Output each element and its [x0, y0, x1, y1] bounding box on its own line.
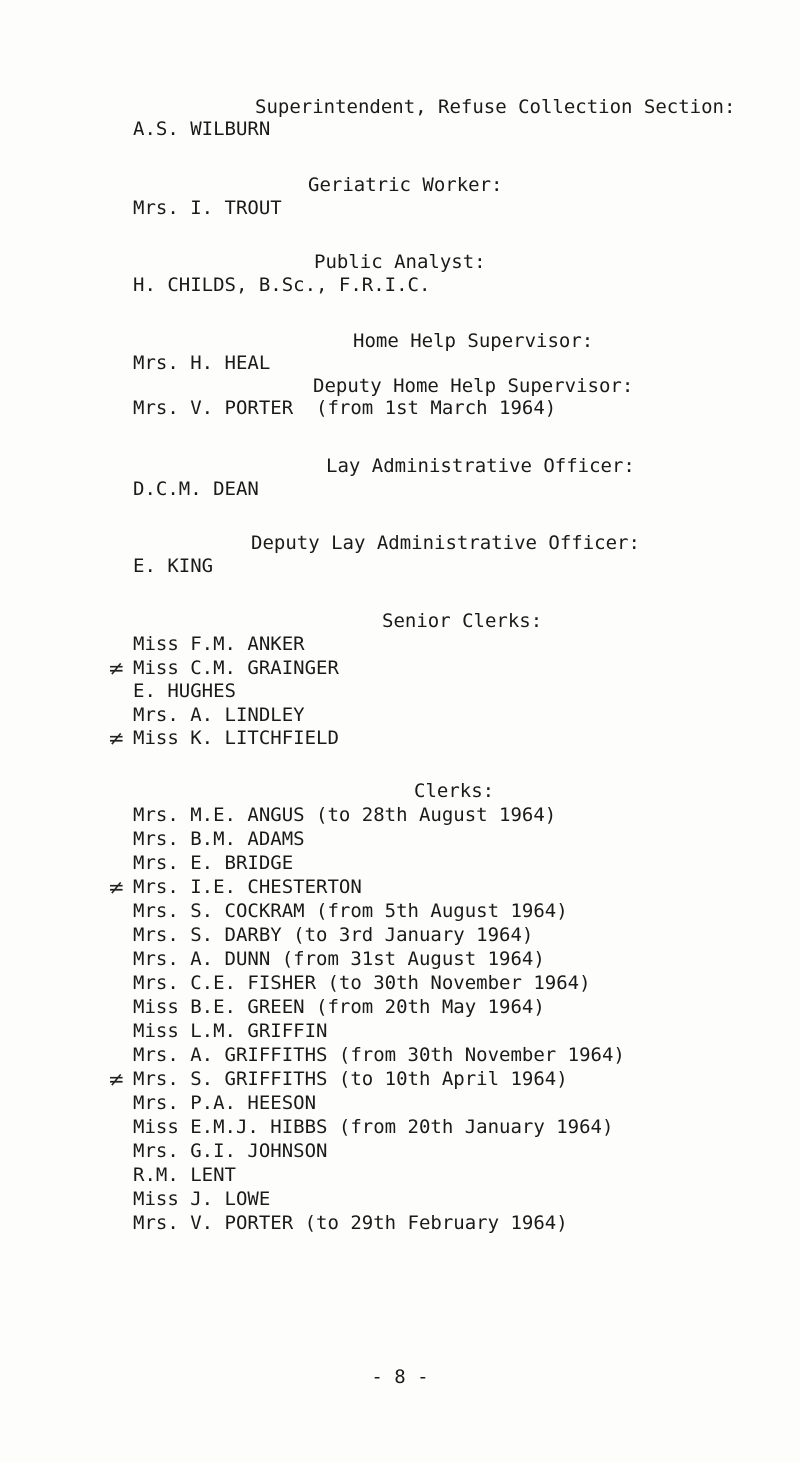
staff-name: Miss K. LITCHFIELD: [133, 727, 339, 749]
staff-name: Miss C.M. GRAINGER: [133, 657, 339, 679]
section-heading-lay-administrative-officer: Lay Administrative Officer:: [326, 455, 635, 477]
margin-mark: ≠: [108, 875, 125, 899]
page-number: - 8 -: [371, 1366, 429, 1388]
staff-name: Mrs. V. PORTER: [133, 397, 294, 419]
section-heading-superintendent: Superintendent, Refuse Collection Section:: [255, 96, 736, 118]
staff-name: Mrs. A. GRIFFITHS (from 30th November 1964): [133, 1044, 625, 1066]
margin-mark: ≠: [108, 726, 125, 750]
staff-name: Mrs. H. HEAL: [133, 352, 271, 374]
staff-name: Mrs. M.E. ANGUS (to 28th August 1964): [133, 804, 557, 826]
staff-name: Mrs. S. COCKRAM (from 5th August 1964): [133, 900, 568, 922]
margin-mark: ≠: [108, 656, 125, 680]
staff-name: Mrs. V. PORTER (to 29th February 1964): [133, 1212, 568, 1234]
staff-name: A.S. WILBURN: [133, 118, 271, 140]
staff-name: Mrs. E. BRIDGE: [133, 852, 294, 874]
staff-name: Mrs. I.E. CHESTERTON: [133, 876, 362, 898]
staff-name: Miss B.E. GREEN (from 20th May 1964): [133, 996, 545, 1018]
staff-name: E. KING: [133, 555, 214, 577]
staff-name: E. HUGHES: [133, 680, 236, 702]
staff-name: H. CHILDS, B.Sc., F.R.I.C.: [133, 274, 431, 296]
staff-name: Miss E.M.J. HIBBS (from 20th January 1964): [133, 1116, 614, 1138]
section-heading-public-analyst: Public Analyst:: [314, 251, 486, 273]
staff-name: Miss L.M. GRIFFIN: [133, 1020, 328, 1042]
staff-name: Mrs. I. TROUT: [133, 197, 282, 219]
staff-name: Mrs. P.A. HEESON: [133, 1092, 317, 1114]
staff-name: Mrs. A. LINDLEY: [133, 704, 305, 726]
staff-name: Mrs. S. GRIFFITHS (to 10th April 1964): [133, 1068, 568, 1090]
staff-name: Mrs. G.I. JOHNSON: [133, 1140, 328, 1162]
staff-name: Miss F.M. ANKER: [133, 633, 305, 655]
staff-name: Mrs. C.E. FISHER (to 30th November 1964): [133, 972, 591, 994]
staff-name: D.C.M. DEAN: [133, 478, 259, 500]
section-heading-clerks: Clerks:: [414, 780, 495, 802]
section-heading-deputy-home-help-supervisor: Deputy Home Help Supervisor:: [313, 375, 634, 397]
margin-mark: ≠: [108, 1067, 125, 1091]
staff-name: Mrs. B.M. ADAMS: [133, 828, 305, 850]
date-note: (from 1st March 1964): [316, 397, 557, 419]
section-heading-home-help-supervisor: Home Help Supervisor:: [353, 330, 594, 352]
staff-name: Mrs. S. DARBY (to 3rd January 1964): [133, 924, 534, 946]
staff-name: R.M. LENT: [133, 1164, 236, 1186]
section-heading-geriatric-worker: Geriatric Worker:: [308, 174, 503, 196]
staff-name: Miss J. LOWE: [133, 1188, 271, 1210]
staff-name: Mrs. A. DUNN (from 31st August 1964): [133, 948, 545, 970]
section-heading-deputy-lay-administrative-officer: Deputy Lay Administrative Officer:: [251, 532, 640, 554]
section-heading-senior-clerks: Senior Clerks:: [382, 610, 543, 632]
